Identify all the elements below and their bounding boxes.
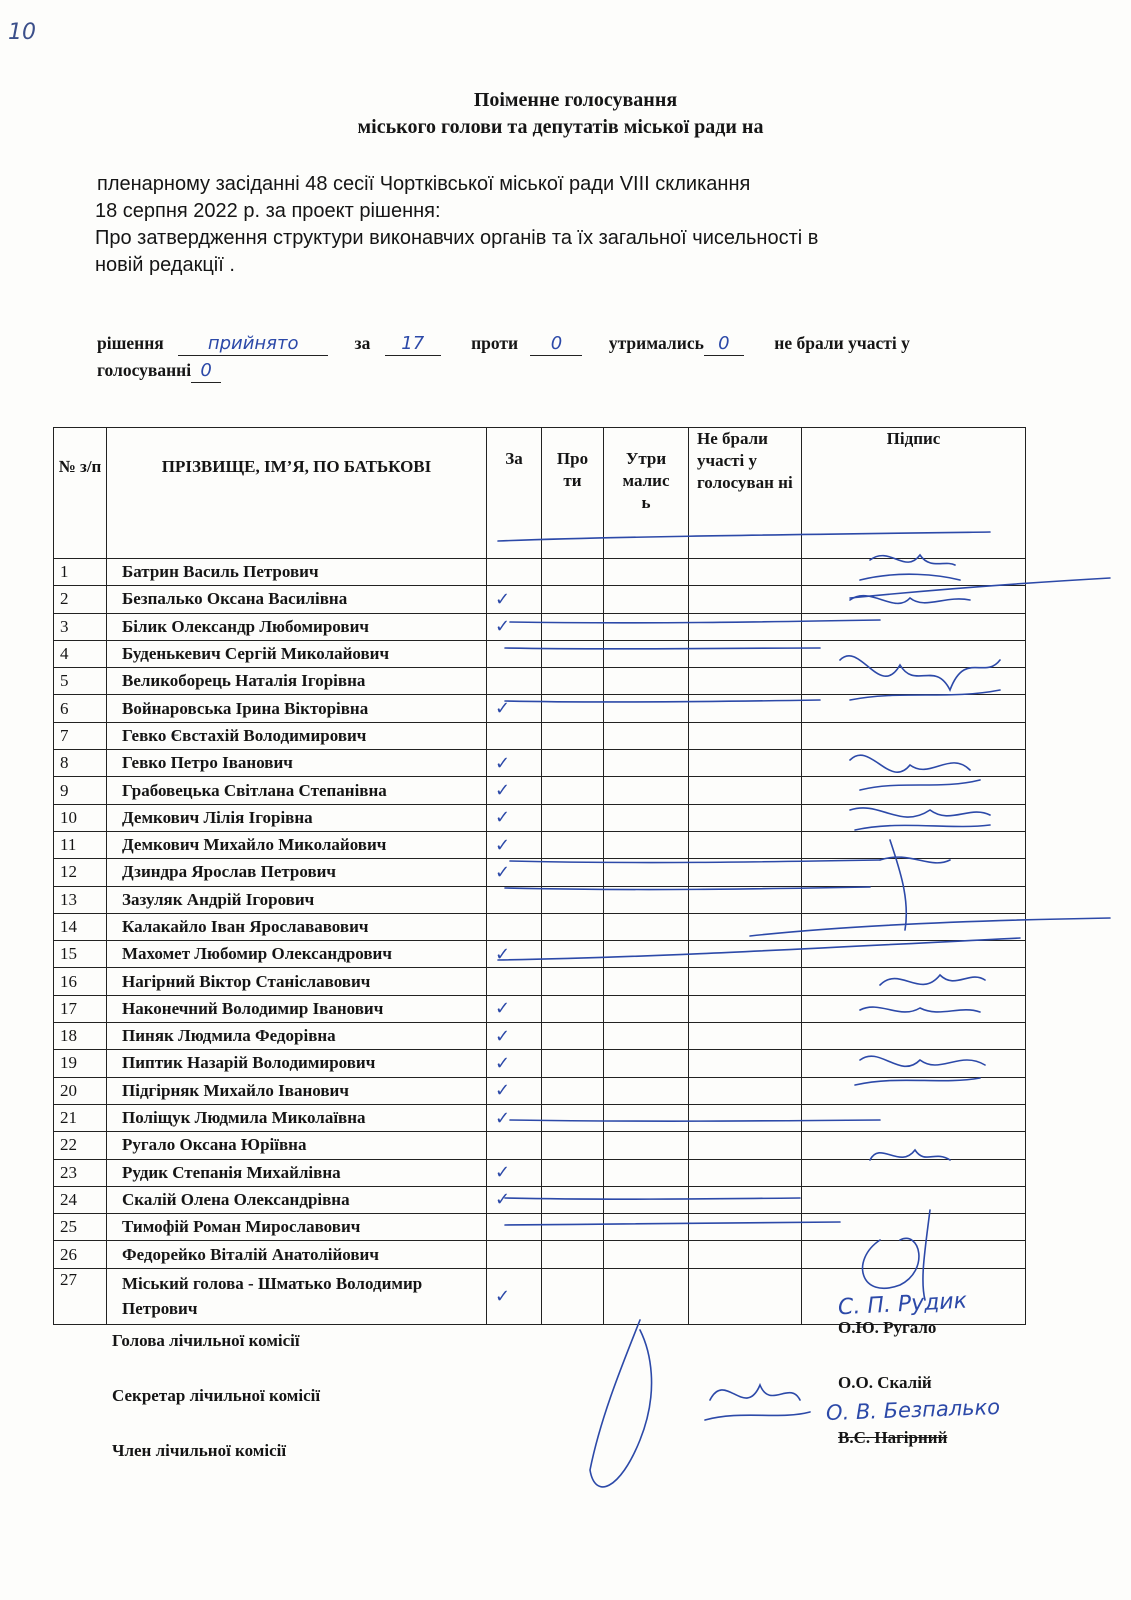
row-vote-not-participated: [689, 1104, 802, 1131]
abstained-label: утримались: [608, 333, 704, 353]
row-number: 7: [54, 722, 107, 749]
row-number: 20: [54, 1077, 107, 1104]
row-vote-for: [487, 613, 542, 640]
row-vote-against: [542, 968, 604, 995]
row-number: 8: [54, 750, 107, 777]
row-vote-for: [487, 1186, 542, 1213]
row-number: 11: [54, 831, 107, 858]
row-number: 27: [54, 1268, 107, 1324]
table-row: [54, 859, 1026, 886]
table-row: [54, 804, 1026, 831]
row-vote-against: [542, 1023, 604, 1050]
row-full-name: Демкович Михайло Миколайович: [107, 831, 487, 858]
row-signature: [802, 1186, 1026, 1213]
row-vote-abstained: [604, 695, 689, 722]
row-vote-abstained: [604, 640, 689, 667]
table-row: [54, 1159, 1026, 1186]
check-mark-icon: ✓: [495, 1080, 511, 1102]
table-row: [54, 586, 1026, 613]
row-vote-against: [542, 804, 604, 831]
header-against: Про ти: [542, 428, 604, 559]
row-vote-for: [487, 586, 542, 613]
table-row: [54, 886, 1026, 913]
row-vote-for: [487, 968, 542, 995]
row-vote-for: [487, 640, 542, 667]
secretary-name: О.О. Скалій: [838, 1373, 932, 1392]
row-vote-against: [542, 1050, 604, 1077]
signature-secretary: [705, 1385, 810, 1420]
table-row: [54, 613, 1026, 640]
row-vote-for: [487, 668, 542, 695]
row-signature: [802, 968, 1026, 995]
row-vote-abstained: [604, 586, 689, 613]
page-number: 10: [8, 20, 36, 45]
row-vote-against: [542, 750, 604, 777]
row-vote-against: [542, 586, 604, 613]
table-row: [54, 1132, 1026, 1159]
row-signature: [802, 559, 1026, 586]
row-vote-against: [542, 722, 604, 749]
row-vote-abstained: [604, 1186, 689, 1213]
row-vote-not-participated: [689, 1214, 802, 1241]
intro-line-2: 18 серпня 2022 р. за проект рішення:: [95, 200, 441, 222]
row-number: 10: [54, 804, 107, 831]
check-mark-icon: ✓: [495, 1162, 511, 1184]
row-vote-for: [487, 941, 542, 968]
handwritten-note-bezpalko: О. В. Безпалько: [825, 1394, 1001, 1426]
row-vote-abstained: [604, 968, 689, 995]
row-number: 22: [54, 1132, 107, 1159]
row-vote-for: [487, 559, 542, 586]
row-signature: [802, 1214, 1026, 1241]
row-vote-against: [542, 831, 604, 858]
table-row: [54, 668, 1026, 695]
row-full-name: Буденькевич Сергій Миколайович: [107, 640, 487, 667]
row-number: 14: [54, 913, 107, 940]
row-vote-against: [542, 1268, 604, 1324]
row-vote-for: [487, 1077, 542, 1104]
row-vote-not-participated: [689, 941, 802, 968]
row-signature: [802, 831, 1026, 858]
counting-commission-labels: [112, 1330, 320, 1495]
member-label: Член лічильної комісії: [112, 1441, 287, 1460]
row-vote-not-participated: [689, 1268, 802, 1324]
for-value: 17: [385, 333, 441, 356]
against-label: проти: [471, 333, 519, 353]
row-vote-not-participated: [689, 668, 802, 695]
row-vote-against: [542, 886, 604, 913]
row-vote-not-participated: [689, 995, 802, 1022]
abstained-value: 0: [704, 333, 744, 356]
table-row: [54, 1023, 1026, 1050]
row-vote-abstained: [604, 859, 689, 886]
row-full-name: Поліщук Людмила Миколаївна: [107, 1104, 487, 1131]
row-full-name: Федорейко Віталій Анатолійович: [107, 1241, 487, 1268]
row-vote-against: [542, 559, 604, 586]
intro-line-4: новій редакції .: [95, 254, 235, 276]
row-full-name: Підгірняк Михайло Іванович: [107, 1077, 487, 1104]
row-vote-for: [487, 1268, 542, 1324]
row-vote-against: [542, 1159, 604, 1186]
check-mark-icon: ✓: [495, 780, 511, 802]
row-signature: [802, 1023, 1026, 1050]
check-mark-icon: ✓: [495, 807, 511, 829]
row-vote-against: [542, 1214, 604, 1241]
row-vote-abstained: [604, 1214, 689, 1241]
header-num: № з/п: [54, 428, 107, 559]
row-full-name: Ругало Оксана Юріївна: [107, 1132, 487, 1159]
check-mark-icon: ✓: [495, 1025, 511, 1047]
title-line-2: міського голови та депутатів міської ради на: [357, 116, 764, 138]
table-row: [54, 1077, 1026, 1104]
row-number: 17: [54, 995, 107, 1022]
row-full-name: Міський голова - Шматько Володимир Петрович: [107, 1268, 487, 1324]
row-signature: [802, 995, 1026, 1022]
row-vote-not-participated: [689, 1159, 802, 1186]
table-row: [54, 777, 1026, 804]
header-not-participated: Не брали участі у голосуван ні: [689, 428, 802, 559]
row-signature: [802, 777, 1026, 804]
row-vote-not-participated: [689, 1077, 802, 1104]
check-mark-icon: ✓: [495, 1052, 511, 1074]
row-number: 21: [54, 1104, 107, 1131]
intro-line-3: Про затвердження структури виконавчих органів та їх загальної чисельності в: [95, 227, 819, 249]
row-vote-abstained: [604, 804, 689, 831]
signature-chair: [590, 1320, 652, 1487]
session-intro: [95, 171, 1025, 279]
row-vote-against: [542, 613, 604, 640]
row-number: 18: [54, 1023, 107, 1050]
row-vote-against: [542, 695, 604, 722]
table-row: [54, 913, 1026, 940]
header-signature: Підпис: [802, 428, 1026, 559]
row-vote-abstained: [604, 1268, 689, 1324]
document-title: [0, 87, 1131, 141]
row-vote-not-participated: [689, 968, 802, 995]
row-signature: [802, 586, 1026, 613]
row-signature: [802, 722, 1026, 749]
row-vote-abstained: [604, 750, 689, 777]
row-number: 9: [54, 777, 107, 804]
table-row: [54, 1104, 1026, 1131]
table-row: [54, 559, 1026, 586]
row-vote-abstained: [604, 941, 689, 968]
row-vote-abstained: [604, 1132, 689, 1159]
check-mark-icon: ✓: [495, 861, 511, 883]
row-vote-for: [487, 750, 542, 777]
table-row: [54, 640, 1026, 667]
row-full-name: Великоборець Наталія Ігорівна: [107, 668, 487, 695]
row-vote-for: [487, 859, 542, 886]
table-row: [54, 995, 1026, 1022]
row-vote-against: [542, 913, 604, 940]
chair-name: О.Ю. Ругало: [838, 1318, 937, 1337]
header-for: За: [487, 428, 542, 559]
table-row: [54, 941, 1026, 968]
row-vote-not-participated: [689, 777, 802, 804]
decision-value: прийнято: [178, 333, 328, 356]
row-full-name: Гевко Петро Іванович: [107, 750, 487, 777]
row-vote-abstained: [604, 831, 689, 858]
table-row: [54, 722, 1026, 749]
row-vote-against: [542, 1132, 604, 1159]
row-vote-not-participated: [689, 750, 802, 777]
row-full-name: Скалій Олена Олександрівна: [107, 1186, 487, 1213]
row-vote-against: [542, 859, 604, 886]
row-vote-abstained: [604, 668, 689, 695]
row-number: 1: [54, 559, 107, 586]
row-signature: [802, 750, 1026, 777]
row-vote-for: [487, 1023, 542, 1050]
row-full-name: Рудик Степанія Михайлівна: [107, 1159, 487, 1186]
chair-label: Голова лічильної комісії: [112, 1331, 300, 1350]
row-number: 15: [54, 941, 107, 968]
row-signature: [802, 804, 1026, 831]
row-number: 5: [54, 668, 107, 695]
row-full-name: Білик Олександр Любомирович: [107, 613, 487, 640]
row-full-name: Пиняк Людмила Федорівна: [107, 1023, 487, 1050]
row-vote-abstained: [604, 913, 689, 940]
not-participated-label: не брали участі у: [774, 333, 910, 353]
row-vote-for: [487, 1214, 542, 1241]
row-vote-for: [487, 1050, 542, 1077]
row-vote-abstained: [604, 1159, 689, 1186]
row-vote-against: [542, 941, 604, 968]
row-full-name: Пиптик Назарій Володимирович: [107, 1050, 487, 1077]
row-vote-for: [487, 804, 542, 831]
table-row: [54, 1050, 1026, 1077]
row-vote-for: [487, 886, 542, 913]
row-full-name: Зазуляк Андрій Ігорович: [107, 886, 487, 913]
table-row: [54, 1241, 1026, 1268]
table-row: [54, 695, 1026, 722]
row-number: 16: [54, 968, 107, 995]
row-vote-not-participated: [689, 859, 802, 886]
decision-label: рішення: [97, 333, 164, 353]
check-mark-icon: ✓: [495, 943, 511, 965]
check-mark-icon: ✓: [495, 1189, 511, 1211]
row-full-name: Нагірний Віктор Станіславович: [107, 968, 487, 995]
check-mark-icon: ✓: [495, 698, 511, 720]
row-full-name: Безпалько Оксана Василівна: [107, 586, 487, 613]
row-vote-against: [542, 995, 604, 1022]
row-vote-not-participated: [689, 586, 802, 613]
member-name: В.С. Нагірний: [838, 1428, 948, 1447]
row-vote-against: [542, 640, 604, 667]
row-signature: [802, 1050, 1026, 1077]
secretary-label: Секретар лічильної комісії: [112, 1386, 321, 1405]
table-header-row: [54, 428, 1026, 559]
row-vote-against: [542, 1241, 604, 1268]
row-full-name: Войнаровська Ірина Вікторівна: [107, 695, 487, 722]
check-mark-icon: ✓: [495, 1285, 511, 1307]
row-vote-against: [542, 1104, 604, 1131]
row-number: 12: [54, 859, 107, 886]
row-vote-abstained: [604, 1104, 689, 1131]
row-signature: [802, 640, 1026, 667]
row-vote-abstained: [604, 1241, 689, 1268]
row-number: 23: [54, 1159, 107, 1186]
row-vote-abstained: [604, 1023, 689, 1050]
row-signature: [802, 613, 1026, 640]
not-participated-value: 0: [191, 360, 221, 383]
row-signature: [802, 1132, 1026, 1159]
row-vote-not-participated: [689, 722, 802, 749]
row-vote-abstained: [604, 1050, 689, 1077]
row-number: 13: [54, 886, 107, 913]
row-number: 4: [54, 640, 107, 667]
row-vote-for: [487, 913, 542, 940]
row-signature: [802, 859, 1026, 886]
check-mark-icon: ✓: [495, 588, 511, 610]
row-vote-abstained: [604, 613, 689, 640]
table-row: [54, 968, 1026, 995]
row-vote-for: [487, 831, 542, 858]
against-value: 0: [530, 333, 582, 356]
row-vote-abstained: [604, 722, 689, 749]
row-number: 25: [54, 1214, 107, 1241]
row-signature: [802, 1241, 1026, 1268]
row-full-name: Демкович Лілія Ігорівна: [107, 804, 487, 831]
header-abstained: Утри малис ь: [604, 428, 689, 559]
row-vote-not-participated: [689, 1050, 802, 1077]
row-signature: [802, 886, 1026, 913]
row-vote-not-participated: [689, 1241, 802, 1268]
row-signature: [802, 1077, 1026, 1104]
row-number: 26: [54, 1241, 107, 1268]
for-label: за: [354, 333, 371, 353]
row-vote-not-participated: [689, 640, 802, 667]
row-vote-against: [542, 777, 604, 804]
roll-call-table: [53, 427, 1026, 1325]
title-line-1: Поіменне голосування: [473, 89, 678, 111]
row-vote-against: [542, 668, 604, 695]
handwritten-note-rudyk: С. П. Рудик: [837, 1288, 968, 1321]
row-vote-abstained: [604, 995, 689, 1022]
row-vote-for: [487, 777, 542, 804]
check-mark-icon: ✓: [495, 616, 511, 638]
row-full-name: Батрин Василь Петрович: [107, 559, 487, 586]
row-vote-against: [542, 1186, 604, 1213]
row-vote-not-participated: [689, 831, 802, 858]
row-vote-for: [487, 722, 542, 749]
check-mark-icon: ✓: [495, 998, 511, 1020]
row-vote-for: [487, 1241, 542, 1268]
row-vote-not-participated: [689, 913, 802, 940]
row-vote-abstained: [604, 559, 689, 586]
decision-summary: [97, 330, 1017, 384]
row-number: 19: [54, 1050, 107, 1077]
row-signature: [802, 941, 1026, 968]
check-mark-icon: ✓: [495, 1107, 511, 1129]
row-number: 24: [54, 1186, 107, 1213]
row-vote-for: [487, 1104, 542, 1131]
table-row: [54, 1186, 1026, 1213]
row-full-name: Дзиндра Ярослав Петрович: [107, 859, 487, 886]
row-vote-not-participated: [689, 1132, 802, 1159]
row-vote-for: [487, 1159, 542, 1186]
row-vote-for: [487, 995, 542, 1022]
check-mark-icon: ✓: [495, 834, 511, 856]
row-full-name: Тимофій Роман Мирославович: [107, 1214, 487, 1241]
header-name: ПРІЗВИЩЕ, ІМ’Я, ПО БАТЬКОВІ: [107, 428, 487, 559]
row-signature: [802, 695, 1026, 722]
row-signature: [802, 1159, 1026, 1186]
row-vote-not-participated: [689, 886, 802, 913]
row-vote-abstained: [604, 777, 689, 804]
row-vote-not-participated: [689, 804, 802, 831]
row-vote-not-participated: [689, 1186, 802, 1213]
intro-line-1: пленарному засіданні 48 сесії Чортківської міської ради VIII скликання: [97, 173, 751, 195]
check-mark-icon: ✓: [495, 752, 511, 774]
row-signature: [802, 913, 1026, 940]
row-signature: [802, 1104, 1026, 1131]
row-vote-not-participated: [689, 613, 802, 640]
row-vote-for: [487, 1132, 542, 1159]
row-vote-not-participated: [689, 1023, 802, 1050]
row-number: 6: [54, 695, 107, 722]
row-full-name: Грабовецька Світлана Степанівна: [107, 777, 487, 804]
row-vote-abstained: [604, 1077, 689, 1104]
row-number: 3: [54, 613, 107, 640]
row-vote-not-participated: [689, 695, 802, 722]
voting-label: голосуванні: [97, 360, 192, 380]
row-full-name: Наконечний Володимир Іванович: [107, 995, 487, 1022]
row-vote-not-participated: [689, 559, 802, 586]
row-vote-for: [487, 695, 542, 722]
row-signature: [802, 668, 1026, 695]
row-full-name: Калакайло Іван Ярослававович: [107, 913, 487, 940]
row-full-name: Гевко Євстахій Володимирович: [107, 722, 487, 749]
table-row: [54, 831, 1026, 858]
row-vote-abstained: [604, 886, 689, 913]
table-row: [54, 1214, 1026, 1241]
row-full-name: Махомет Любомир Олександрович: [107, 941, 487, 968]
row-number: 2: [54, 586, 107, 613]
table-row: [54, 750, 1026, 777]
row-vote-against: [542, 1077, 604, 1104]
